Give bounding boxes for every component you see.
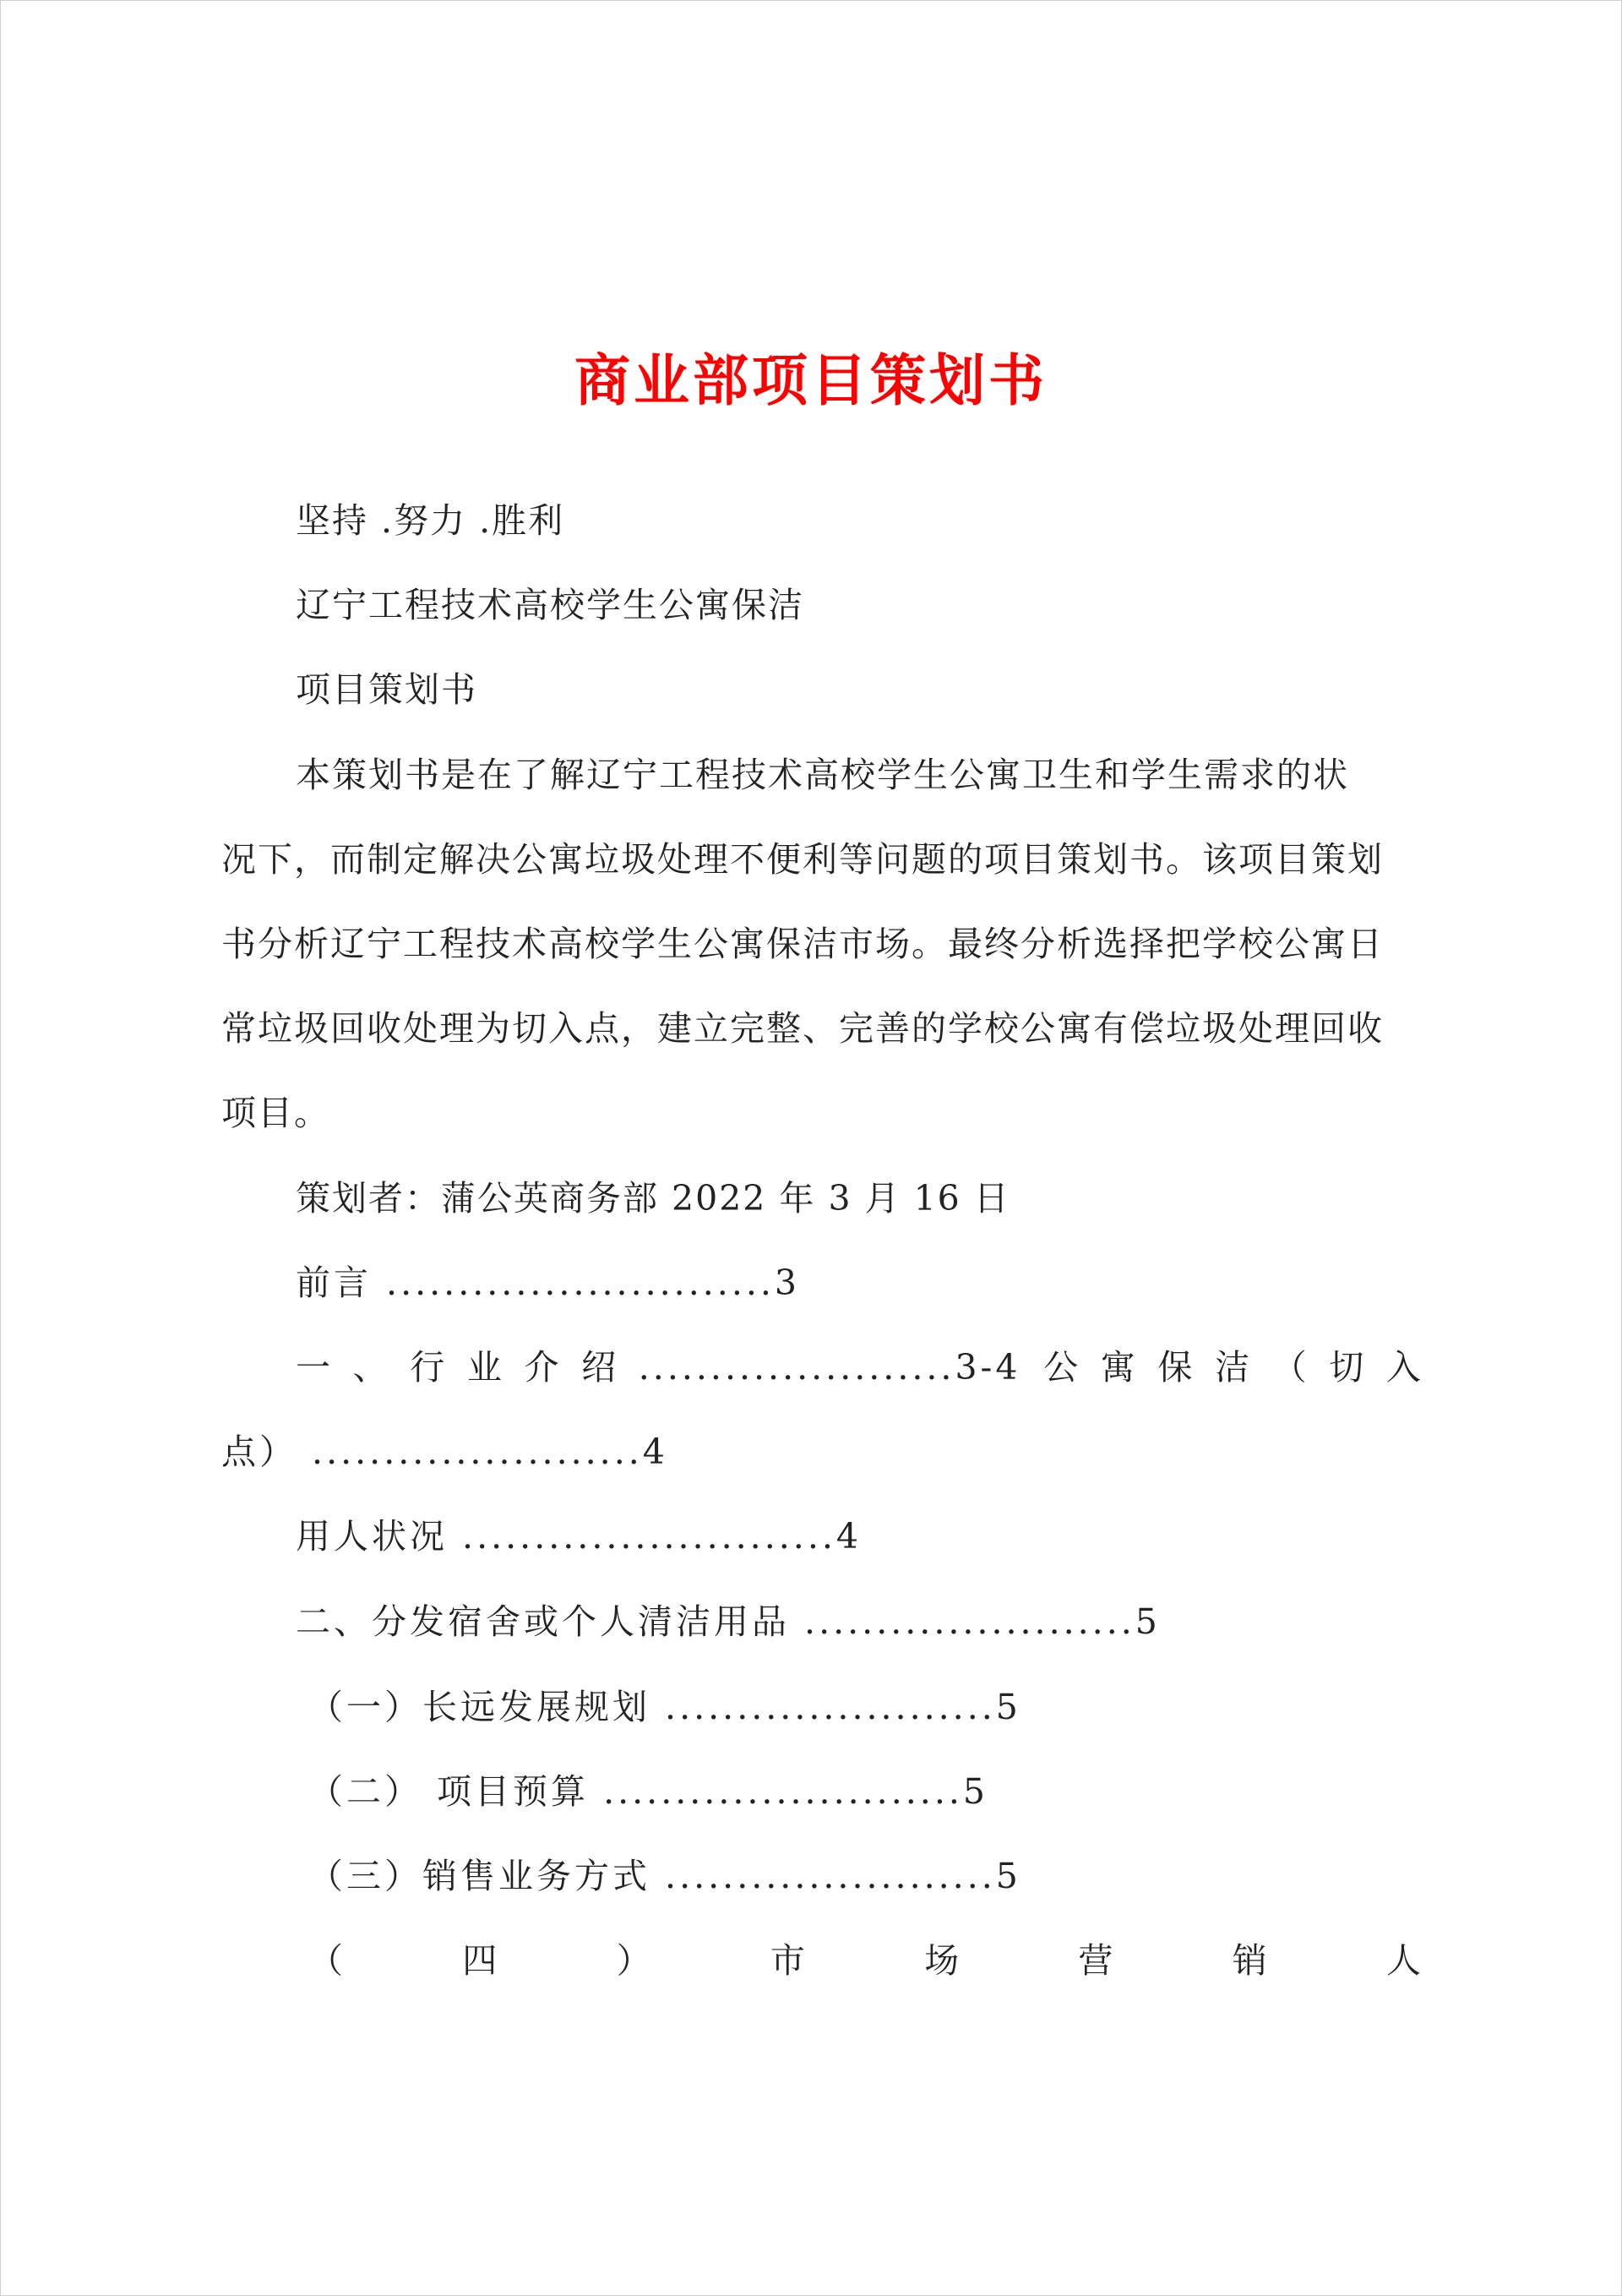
subtitle-line-1: 辽宁工程技术高校学生公寓保洁 [296, 585, 804, 625]
toc-char: 销 [1232, 1940, 1267, 1981]
subtitle-line-2: 项目策划书 [296, 669, 477, 710]
toc-employment: 用人状况 ..........................4 [296, 1516, 862, 1557]
toc-char: 绍 [581, 1347, 617, 1388]
toc-char: 公 [1043, 1347, 1079, 1388]
toc-char: 营 [1078, 1940, 1113, 1981]
toc-sub-3: （三）销售业务方式 .......................5 [308, 1856, 1021, 1896]
toc-char: 、 [352, 1347, 388, 1388]
abstract-line: 书分析辽宁工程技术高校学生公寓保洁市场。最终分析选择把学校公寓日 [221, 924, 1384, 964]
abstract-line: 常垃圾回收处理为切入点，建立完整、完善的学校公寓有偿垃圾处理回收 [221, 1008, 1384, 1049]
document-title: 商业部项目策划书 [574, 347, 1048, 413]
toc-item-1-line-1 [296, 1342, 1421, 1393]
toc-char: 一 [296, 1347, 330, 1388]
toc-char: 市 [770, 1940, 805, 1981]
toc-item-2: 二、分发宿舍或个人清洁用品 .......................5 [296, 1601, 1161, 1642]
abstract-line: 况下，而制定解决公寓垃圾处理不便利等问题的项目策划书。该项目策划 [221, 839, 1384, 880]
toc-char: （ [1271, 1347, 1307, 1388]
toc-char: 人 [1385, 1940, 1421, 1981]
abstract-line: 本策划书是在了解辽宁工程技术高校学生公寓卫生和学生需求的状 [296, 755, 1349, 795]
author-line: 策划者：蒲公英商务部 2022 年 3 月 16 日 [296, 1178, 1010, 1219]
toc-dots: ......................3-4 [638, 1347, 1021, 1388]
toc-item-1-line-2: 点） .......................4 [221, 1432, 668, 1472]
toc-preface: 前言 ...........................3 [296, 1263, 801, 1303]
motto: 坚持 .努力 .胜利 [296, 500, 565, 541]
toc-char: 介 [524, 1347, 559, 1388]
toc-sub-1: （一）长远发展规划 .......................5 [308, 1687, 1021, 1727]
abstract-line: 项目。 [221, 1093, 330, 1133]
toc-char: 场 [924, 1940, 960, 1981]
toc-char: 行 [410, 1347, 445, 1388]
toc-char: 入 [1385, 1347, 1421, 1388]
toc-char: （ [308, 1940, 343, 1981]
toc-char: 保 [1157, 1347, 1193, 1388]
toc-sub-4 [308, 1935, 1421, 1986]
toc-char: 业 [466, 1347, 502, 1388]
toc-char: ） [616, 1940, 651, 1981]
toc-char: 寓 [1100, 1347, 1135, 1388]
toc-char: 四 [462, 1940, 498, 1981]
toc-char: 切 [1329, 1347, 1364, 1388]
toc-char: 洁 [1215, 1347, 1249, 1388]
toc-sub-2: （二） 项目预算 .........................5 [308, 1771, 988, 1812]
